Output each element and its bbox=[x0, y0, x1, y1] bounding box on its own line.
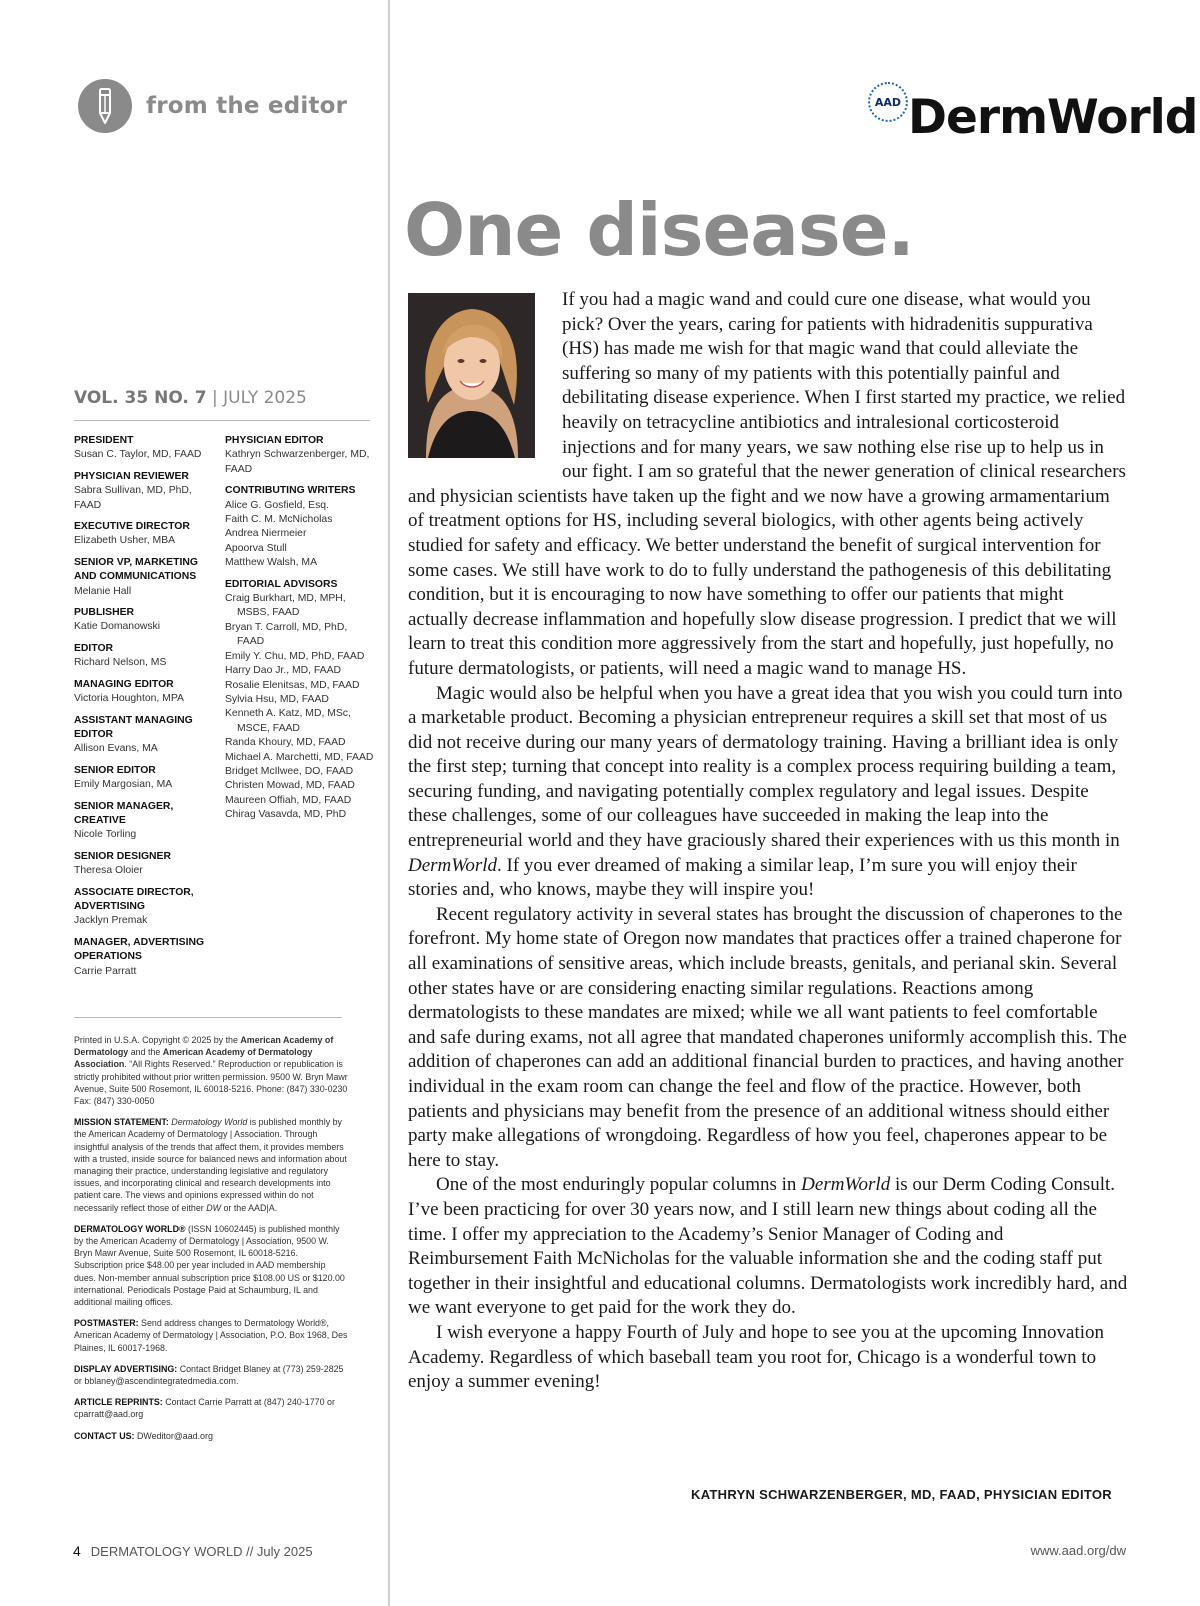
article-body bbox=[408, 288, 1128, 1395]
masthead-entry: MANAGING EDITOR Victoria Houghton, MPA bbox=[74, 678, 184, 705]
masthead-entry: PHYSICIAN EDITOR Kathryn Schwarzenberger, MD, FAAD bbox=[225, 435, 370, 475]
paragraph-5: I wish everyone a happy Fourth of July and hope to see you at the upcoming Innovation Academy. Regardless of which baseball team you root for, Chicago is a wonderful town to enjoy a summer evening! bbox=[408, 1321, 1105, 1393]
footer-url[interactable]: www.aad.org/dw bbox=[1030, 1543, 1126, 1558]
aad-badge: AAD bbox=[868, 82, 908, 122]
dermworld-logo bbox=[868, 82, 1198, 148]
publication-line: DERMATOLOGY WORLD // July 2025 bbox=[90, 1544, 313, 1559]
mission-statement: MISSION STATEMENT: Dermatology World is published monthly by the American Academy of Dermatology | Association. Through insightful analysis of the trends that affect them, it provides members with a trusted, inside source for balanced news and information about managing their practice, understanding legislative and regulatory issues, and incorporating clinical and research developments into patient care. The views and opinions expressed within do not necessarily reflect those of either DW or the AAD|A. bbox=[74, 1117, 347, 1213]
contact-info: CONTACT US: DWeditor@aad.org bbox=[74, 1430, 213, 1441]
paragraph-3: Recent regulatory activity in several states has brought the discussion of chaperones to the forefront. My home state of Oregon now mandates that practices offer a trained chaperone for all examinations of sensitive areas, which include breasts, genitals, and perianal skin. Several other states have or are considering enacting similar regulations. Reactions among dermatologists to these mandates are mixed; while we all want patients to feel comfortable and safe during exams, not all agree that mandated chaperones uniformly accomplish this. The addition of chaperones can add an additional financial burden to practices, and having another individual in the exam room can change the feel and flow of the practice. However, both patients and physicians may benefit from the presence of an additional witness should either party make allegations of wrongdoing. Regardless of how you feel, chaperones appear to be here to stay. bbox=[408, 903, 1127, 1171]
masthead-staff-right bbox=[225, 434, 375, 830]
masthead-entry: PHYSICIAN REVIEWER Sabra Sullivan, MD, PhD, FAAD bbox=[74, 470, 192, 511]
masthead-entry: PUBLISHER Katie Domanowski bbox=[74, 607, 161, 633]
section-header bbox=[78, 78, 347, 134]
postmaster-info: POSTMASTER: Send address changes to Dermatology World®, American Academy of Dermatology | Association, P.O. Box 1968, Des Plaines, IL 60017-1968. bbox=[74, 1318, 348, 1353]
column-divider bbox=[388, 0, 390, 1606]
masthead-entry: PRESIDENT Susan C. Taylor, MD, FAAD bbox=[74, 435, 202, 461]
issue-volume: VOL. 35 NO. 7 | JULY 2025 bbox=[74, 388, 307, 408]
masthead-entry: MANAGER, ADVERTISING OPERATIONS Carrie Parratt bbox=[74, 936, 205, 977]
masthead-entry: ASSOCIATE DIRECTOR, ADVERTISING Jacklyn Premak bbox=[74, 886, 194, 927]
paragraph-4: One of the most enduringly popular columns in DermWorld is our Derm Coding Consult. I’ve been practicing for over 30 years now, and I still learn new things about coding all the time. I offer my appreciation to the Academy’s Senior Manager of Coding and Reimbursement Faith McNicholas for the valuable information she and the coding staff put together in their insightful and educational columns. Dermatologists work incredibly hard, and we want everyone to get paid for the work they do. bbox=[408, 1174, 1128, 1319]
masthead-entry: ASSISTANT MANAGING EDITOR Allison Evans, MA bbox=[74, 714, 193, 755]
masthead-entry: SENIOR VP, MARKETING AND COMMUNICATIONS Melanie Hall bbox=[74, 556, 198, 597]
masthead-entry: SENIOR EDITOR Emily Margosian, MA bbox=[74, 764, 173, 791]
page-number: 4 bbox=[73, 1543, 81, 1559]
masthead-entry: SENIOR MANAGER, CREATIVE Nicole Torling bbox=[74, 800, 174, 841]
paragraph-2: Magic would also be helpful when you have a great idea that you wish you could turn into a marketable product. Becoming a physician entrepreneur requires a skill set that most of us did not receive during our many years of dermatology training. Having a brilliant idea is only the first step; turning that concept into reality is a complex process requiring building a team, securing funding, and navigating potentially complex regulatory and legal issues. Despite these challenges, some of our colleagues have succeeded in making the leap into the entrepreneurial world and they have graciously shared their experiences with us this month in DermWorld. If you ever dreamed of making a similar leap, I’m sure you will enjoy their stories and, who knows, maybe they will inspire you! bbox=[408, 682, 1123, 901]
publication-info: DERMATOLOGY WORLD® (ISSN 10602445) is published monthly by the American Academy of Dermatology | Association, 9500 W. Bryn Mawr Avenue, Suite 500 Rosemont, IL 60018-5216. Subscription price $48.00 per year included in AAD membership dues. Non-member annual subscription price $108.00 US or $120.00 international. Periodicals Postage Paid at Schaumburg, IL and additional mailing offices. bbox=[74, 1223, 345, 1308]
masthead-entry: EDITOR Richard Nelson, MS bbox=[74, 642, 167, 669]
pencil-icon bbox=[78, 79, 132, 133]
page-folio bbox=[73, 1543, 313, 1559]
masthead-entry: SENIOR DESIGNER Theresa Oloier bbox=[74, 850, 171, 877]
masthead-entry: CONTRIBUTING WRITERS Alice G. Gosfield, Esq. Faith C. M. McNicholas Andrea Niermeier Apoorva Stull Matthew Walsh, MA bbox=[225, 485, 356, 569]
author-signature: KATHRYN SCHWARZENBERGER, MD, FAAD, PHYSICIAN EDITOR bbox=[691, 1487, 1112, 1502]
section-label: from the editor bbox=[146, 93, 348, 119]
legal-notice bbox=[74, 1034, 349, 1451]
article-headline: One disease. bbox=[404, 188, 914, 272]
logo-wordmark: DermWorld bbox=[908, 90, 1198, 145]
article-reprints-info: ARTICLE REPRINTS: Contact Carrie Parratt at (847) 240-1770 or cparratt@aad.org bbox=[74, 1397, 335, 1420]
paragraph-1: If you had a magic wand and could cure one disease, what would you pick? Over the years, caring for patients with hidradenitis suppurativa (HS) has made me wish for that magic wand that could alleviate the suffering so many of my patients with this potentially painful and debilitating disease experience. When I first started my practice, we relied heavily on tetracycline antibiotics and intralesional corticosteroid injections and for many years, we saw nothing else rise up to help us in our fight. I am so grateful that the newer generation of clinical researchers and physician scientists have taken up the fight and we now have a growing armamentarium of treatment options for HS, including several biologics, with other agents being actively studied for safety and efficacy. We better understand the benefit of surgical intervention for some cases. We still have work to do to fully understand the pathogenesis of this debilitating condition, but it is encouraging to now have something to offer our patients that might actually decrease inflammation and hopefully slow disease progression. I predict that we will learn to treat this condition more aggressively from the start and hopefully, just hopefully, no future dermatologists, or patients, will need a magic wand to manage HS. bbox=[408, 289, 1126, 679]
masthead-entry: EXECUTIVE DIRECTOR Elizabeth Usher, MBA bbox=[74, 521, 190, 547]
masthead-entry: EDITORIAL ADVISORS Craig Burkhart, MD, MPH, MSBS, FAAD Bryan T. Carroll, MD, PhD, FAAD Emily Y. Chu, MD, PhD, FAAD Harry Dao Jr., MD, FAAD Rosalie Elenitsas, MD, FAAD Sylvia Hsu, MD, FAAD Kenneth A. Katz, MD, MSc, MSCE, FAAD Randa Khoury, MD, FAAD Michael A. Marchetti, MD, FAAD Bridget McIlwee, DO, FAAD Christen Mowad, MD, FAAD Maureen Offiah, MD, FAAD Chirag Vasavda, MD, PhD bbox=[225, 578, 374, 821]
masthead-rule bbox=[74, 420, 370, 421]
masthead-staff-left bbox=[74, 434, 219, 986]
copyright-notice: Printed in U.S.A. Copyright © 2025 by the American Academy of Dermatology and the American Academy of Dermatology Association. “All Rights Reserved.” Reproduction or republication is strictly prohibited without prior written permission. 9500 W. Bryn Mawr Avenue, Suite 500 Rosemont, IL 60018-5216. Phone: (847) 330-0230 Fax: (847) 330-0050 bbox=[74, 1035, 348, 1107]
display-advertising-info: DISPLAY ADVERTISING: Contact Bridget Blaney at (773) 259-2825 or bblaney@ascendintegratedmedia.com. bbox=[74, 1363, 344, 1387]
legal-rule bbox=[74, 1017, 342, 1018]
